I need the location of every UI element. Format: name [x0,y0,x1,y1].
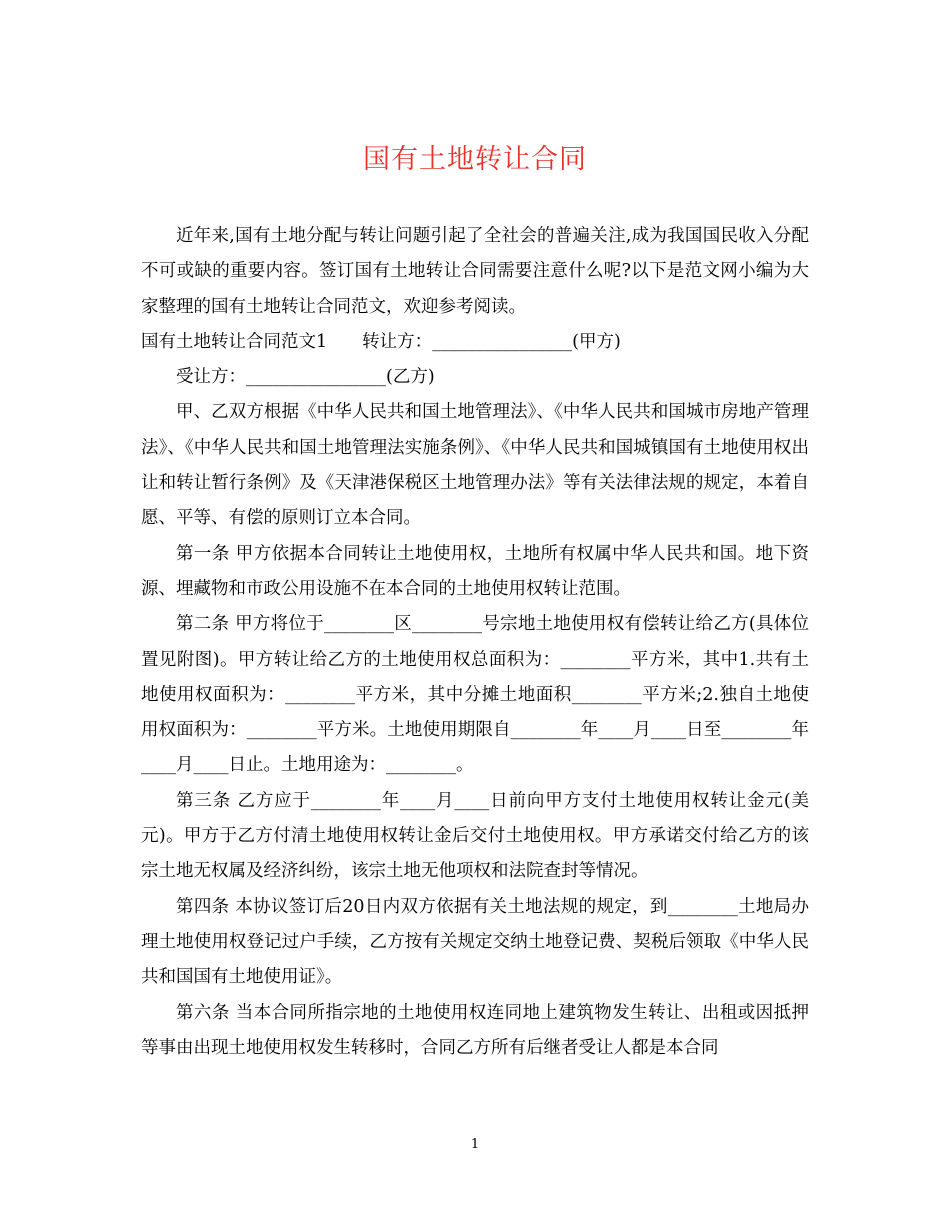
article-2-paragraph: 第二条 甲方将位于________区________号宗地土地使用权有偿转让给乙方(具体位置见附图)。甲方转让给乙方的土地使用权总面积为：________平方米，其中1.共有土地使用权面积为：________平方米，其中分摊土地面积________平方米;2.独自土地使用权面积为：________平方米。土地使用期限自________年____月____日至________年____月____日止。土地用途为：________。 [141,614,809,776]
article-6-paragraph: 第六条 当本合同所指宗地的土地使用权连同地上建筑物发生转让、出租或因抵押等事由出现土地使用权发生转移时，合同乙方所有后继者受让人都是本合同 [141,1002,809,1058]
transferee-line: 受让方：________________(乙方) [176,367,435,388]
transferor-line: 国有土地转让合同范文1 转让方：________________(甲方) [141,331,621,352]
document-body [141,219,809,1066]
page-number: 1 [470,1137,480,1152]
article-1-paragraph: 第一条 甲方依据本合同转让土地使用权，土地所有权属中华人民共和国。地下资源、埋藏物和市政公用设施不在本合同的土地使用权转让范围。 [141,543,809,599]
intro-paragraph: 近年来,国有土地分配与转让问题引起了全社会的普遍关注,成为我国国民收入分配不可或缺的重要内容。签订国有土地转让合同需要注意什么呢?以下是范文网小编为大家整理的国有土地转让合同范文，欢迎参考阅读。 [141,226,809,317]
article-4-paragraph: 第四条 本协议签订后20日内双方依据有关土地法规的规定，到________土地局办理土地使用权登记过户手续，乙方按有关规定交纳土地登记费、契税后领取《中华人民共和国国有土地使用证》。 [141,896,809,988]
article-3-paragraph: 第三条 乙方应于________年____月____日前向甲方支付土地使用权转让金元(美元)。甲方于乙方付清土地使用权转让金后交付土地使用权。甲方承诺交付给乙方的该宗土地无权属及经济纠纷，该宗土地无他项权和法院查封等情况。 [141,790,809,882]
document-title: 国有土地转让合同 [363,144,587,175]
legal-basis-paragraph: 甲、乙双方根据《中华人民共和国土地管理法》、《中华人民共和国城市房地产管理法》、《中华人民共和国土地管理法实施条例》、《中华人民共和国城镇国有土地使用权出让和转让暂行条例》及《天津港保税区土地管理办法》等有关法律法规的规定，本着自愿、平等、有偿的原则订立本合同。 [141,402,809,529]
